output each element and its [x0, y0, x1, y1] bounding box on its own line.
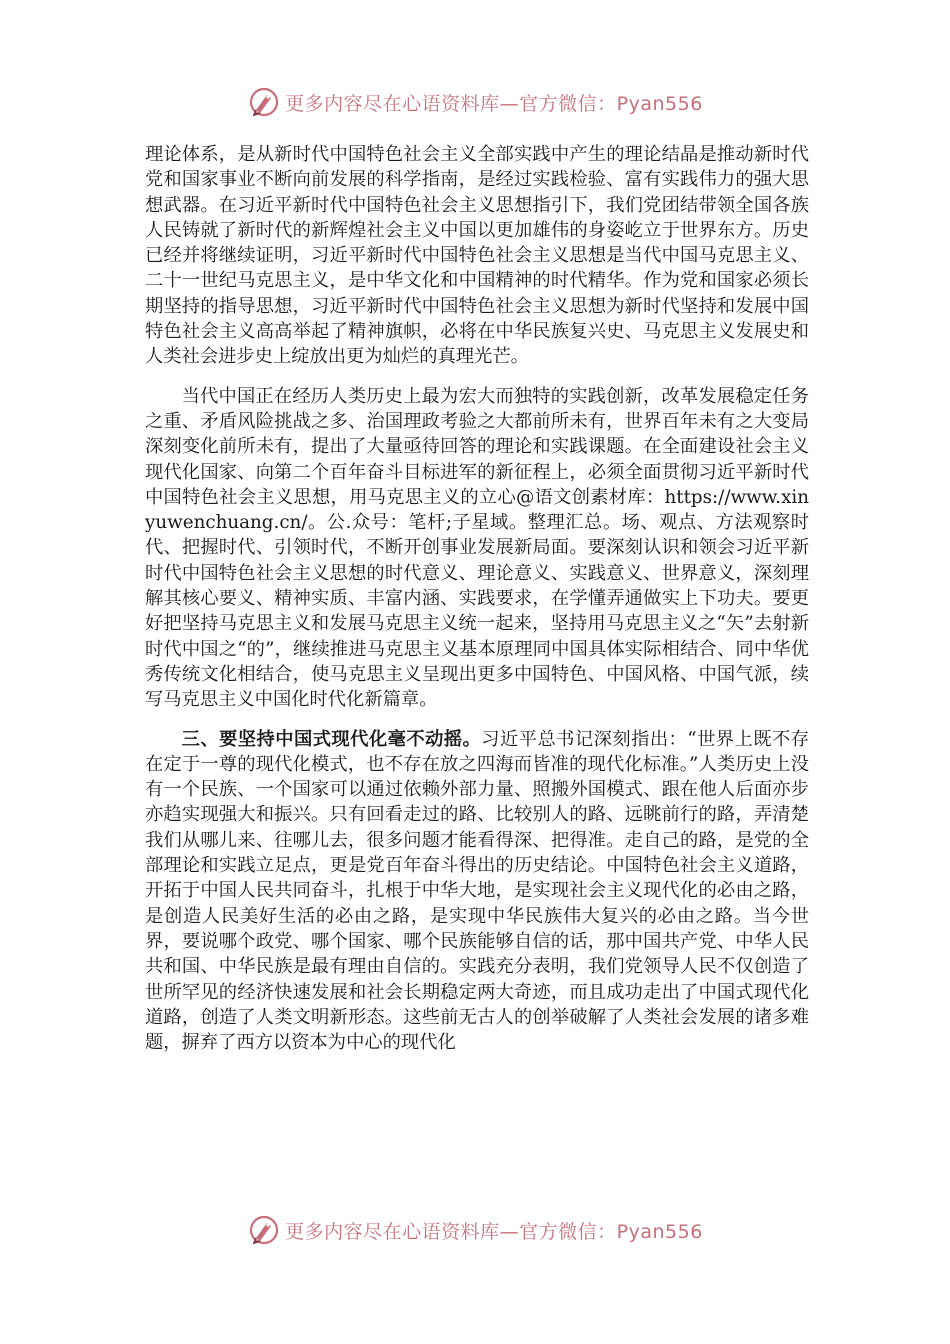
pen-nib-icon: [247, 1213, 281, 1247]
footer-banner: [0, 1208, 950, 1252]
header-banner-text: 更多内容尽在心语资料库—官方微信：Pyan556: [285, 92, 703, 115]
header-banner: [0, 80, 950, 124]
paragraph-3: [145, 727, 809, 1056]
pen-nib-icon: [247, 85, 281, 119]
section-heading: 三、要坚持中国式现代化毫不动摇。: [181, 728, 482, 750]
footer-banner-text: 更多内容尽在心语资料库—官方微信：Pyan556: [285, 1220, 703, 1243]
paragraph-3-text: 习近平总书记深刻指出：“世界上既不存在定于一尊的现代化模式，也不存在放之四海而皆准的现代化标准。”人类历史上没有一个民族、一个国家可以通过依赖外部力量、照搬外国模式、跟在他人后面亦步亦趋实现强大和振兴。只有回看走过的路、比较别人的路、远眺前行的路，弄清楚我们从哪儿来、往哪儿去，很多问题才能看得深、把得准。走自己的路，是党的全部理论和实践立足点，更是党百年奋斗得出的历史结论。中国特色社会主义道路，开拓于中国人民共同奋斗，扎根于中华大地，是实现社会主义现代化的必由之路，是创造人民美好生活的必由之路，是实现中华民族伟大复兴的必由之路。当今世界，要说哪个政党、哪个国家、哪个民族能够自信的话，那中国共产党、中华人民共和国、中华民族是最有理由自信的。实践充分表明，我们党领导人民不仅创造了世所罕见的经济快速发展和社会长期稳定两大奇迹，而且成功走出了中国式现代化道路，创造了人类文明新形态。这些前无古人的创举破解了人类社会发展的诸多难题，摒弃了西方以资本为中心的现代化: [145, 728, 809, 1054]
paragraph-1: 理论体系，是从新时代中国特色社会主义全部实践中产生的理论结晶是推动新时代党和国家事业不断向前发展的科学指南，是经过实践检验、富有实践伟力的强大思想武器。在习近平新时代中国特色社会主义思想指引下，我们党团结带领全国各族人民铸就了新时代的新辉煌社会主义中国以更加雄伟的身姿屹立于世界东方。历史已经并将继续证明，习近平新时代中国特色社会主义思想是当代中国马克思主义、二十一世纪马克思主义，是中华文化和中国精神的时代精华。作为党和国家必须长期坚持的指导思想，习近平新时代中国特色社会主义思想为新时代坚持和发展中国特色社会主义高高举起了精神旗帜，必将在中华民族复兴史、马克思主义发展史和人类社会进步史上绽放出更为灿烂的真理光芒。: [145, 144, 809, 368]
paragraph-2: 当代中国正在经历人类历史上最为宏大而独特的实践创新，改革发展稳定任务之重、矛盾风险挑战之多、治国理政考验之大都前所未有，世界百年未有之大变局深刻变化前所未有，提出了大量亟待回答的理论和实践课题。在全面建设社会主义现代化国家、向第二个百年奋斗目标进军的新征程上，必须全面贯彻习近平新时代中国特色社会主义思想，用马克思主义的立心@语文创素材库：https://www.xinyuwenchuang.cn/。公.众号：笔杆;子星域。整理汇总。场、观点、方法观察时代、把握时代、引领时代，不断开创事业发展新局面。要深刻认识和领会习近平新时代中国特色社会主义思想的时代意义、理论意义、实践意义、世界意义，深刻理解其核心要义、精神实质、丰富内涵、实践要求，在学懂弄通做实上下功夫。要更好把坚持马克思主义和发展马克思主义统一起来，坚持用马克思主义之“矢”去射新时代中国之“的”，继续推进马克思主义基本原理同中国具体实际相结合、同中华优秀传统文化相结合，使马克思主义呈现出更多中国特色、中国风格、中国气派，续写马克思主义中国化时代化新篇章。: [145, 385, 809, 711]
document-body: [145, 142, 809, 1069]
